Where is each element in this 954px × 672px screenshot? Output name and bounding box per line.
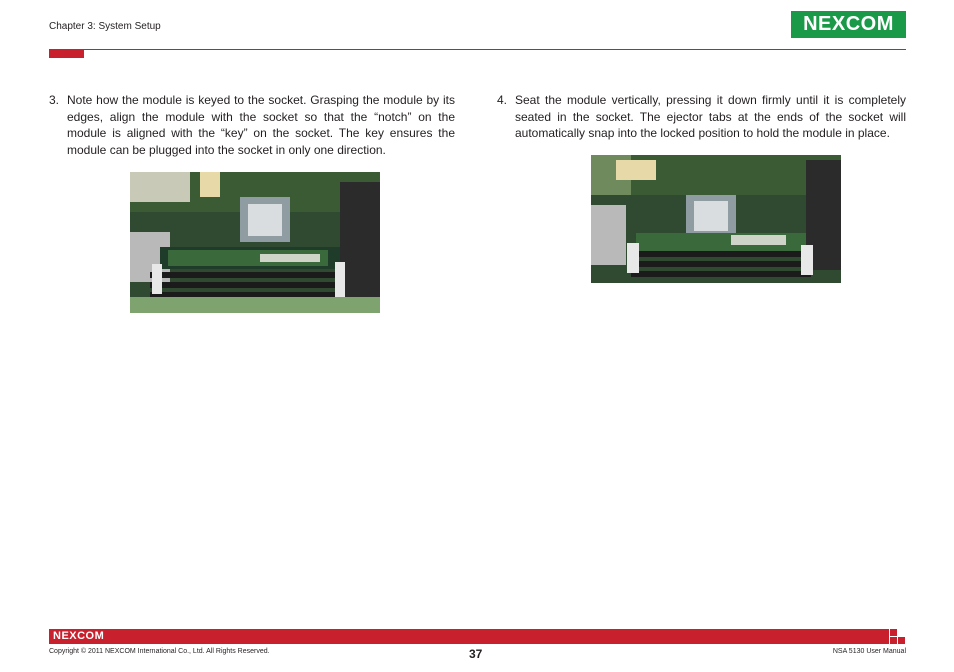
footer-logo: NEXCOM — [53, 630, 105, 642]
step-text: Seat the module vertically, pressing it down firmly until it is completely seated in the socket. The ejector tabs at the ends of the socket will automatically snap into the locked position to hold the module in place. — [515, 93, 906, 140]
page-number: 37 — [469, 647, 483, 661]
step-3 — [49, 92, 455, 158]
step-number: 3. — [49, 93, 60, 107]
footer-bar — [49, 629, 889, 644]
footer-squares-icon — [890, 629, 906, 645]
step-number: 4. — [497, 93, 508, 107]
step-text: Note how the module is keyed to the socket. Grasping the module by its edges, align the module with the socket so that the “notch” on the module is aligned with the “key” on the socket. The key ensures the module can be plugged into the socket in only one direction. — [67, 93, 455, 157]
header-rule — [49, 49, 906, 50]
header-tab — [49, 49, 84, 58]
motherboard-illustration — [130, 172, 380, 313]
chapter-title: Chapter 3: System Setup — [49, 21, 161, 32]
photo-module-aligned — [130, 172, 380, 313]
photo-module-seated — [591, 155, 841, 283]
manual-name: NSA 5130 User Manual — [832, 648, 906, 655]
copyright: Copyright © 2011 NEXCOM International Co., Ltd. All Rights Reserved. — [49, 648, 270, 655]
nexcom-logo: NEXCOM — [791, 11, 906, 38]
step-4 — [497, 92, 906, 142]
motherboard-illustration — [591, 155, 841, 283]
